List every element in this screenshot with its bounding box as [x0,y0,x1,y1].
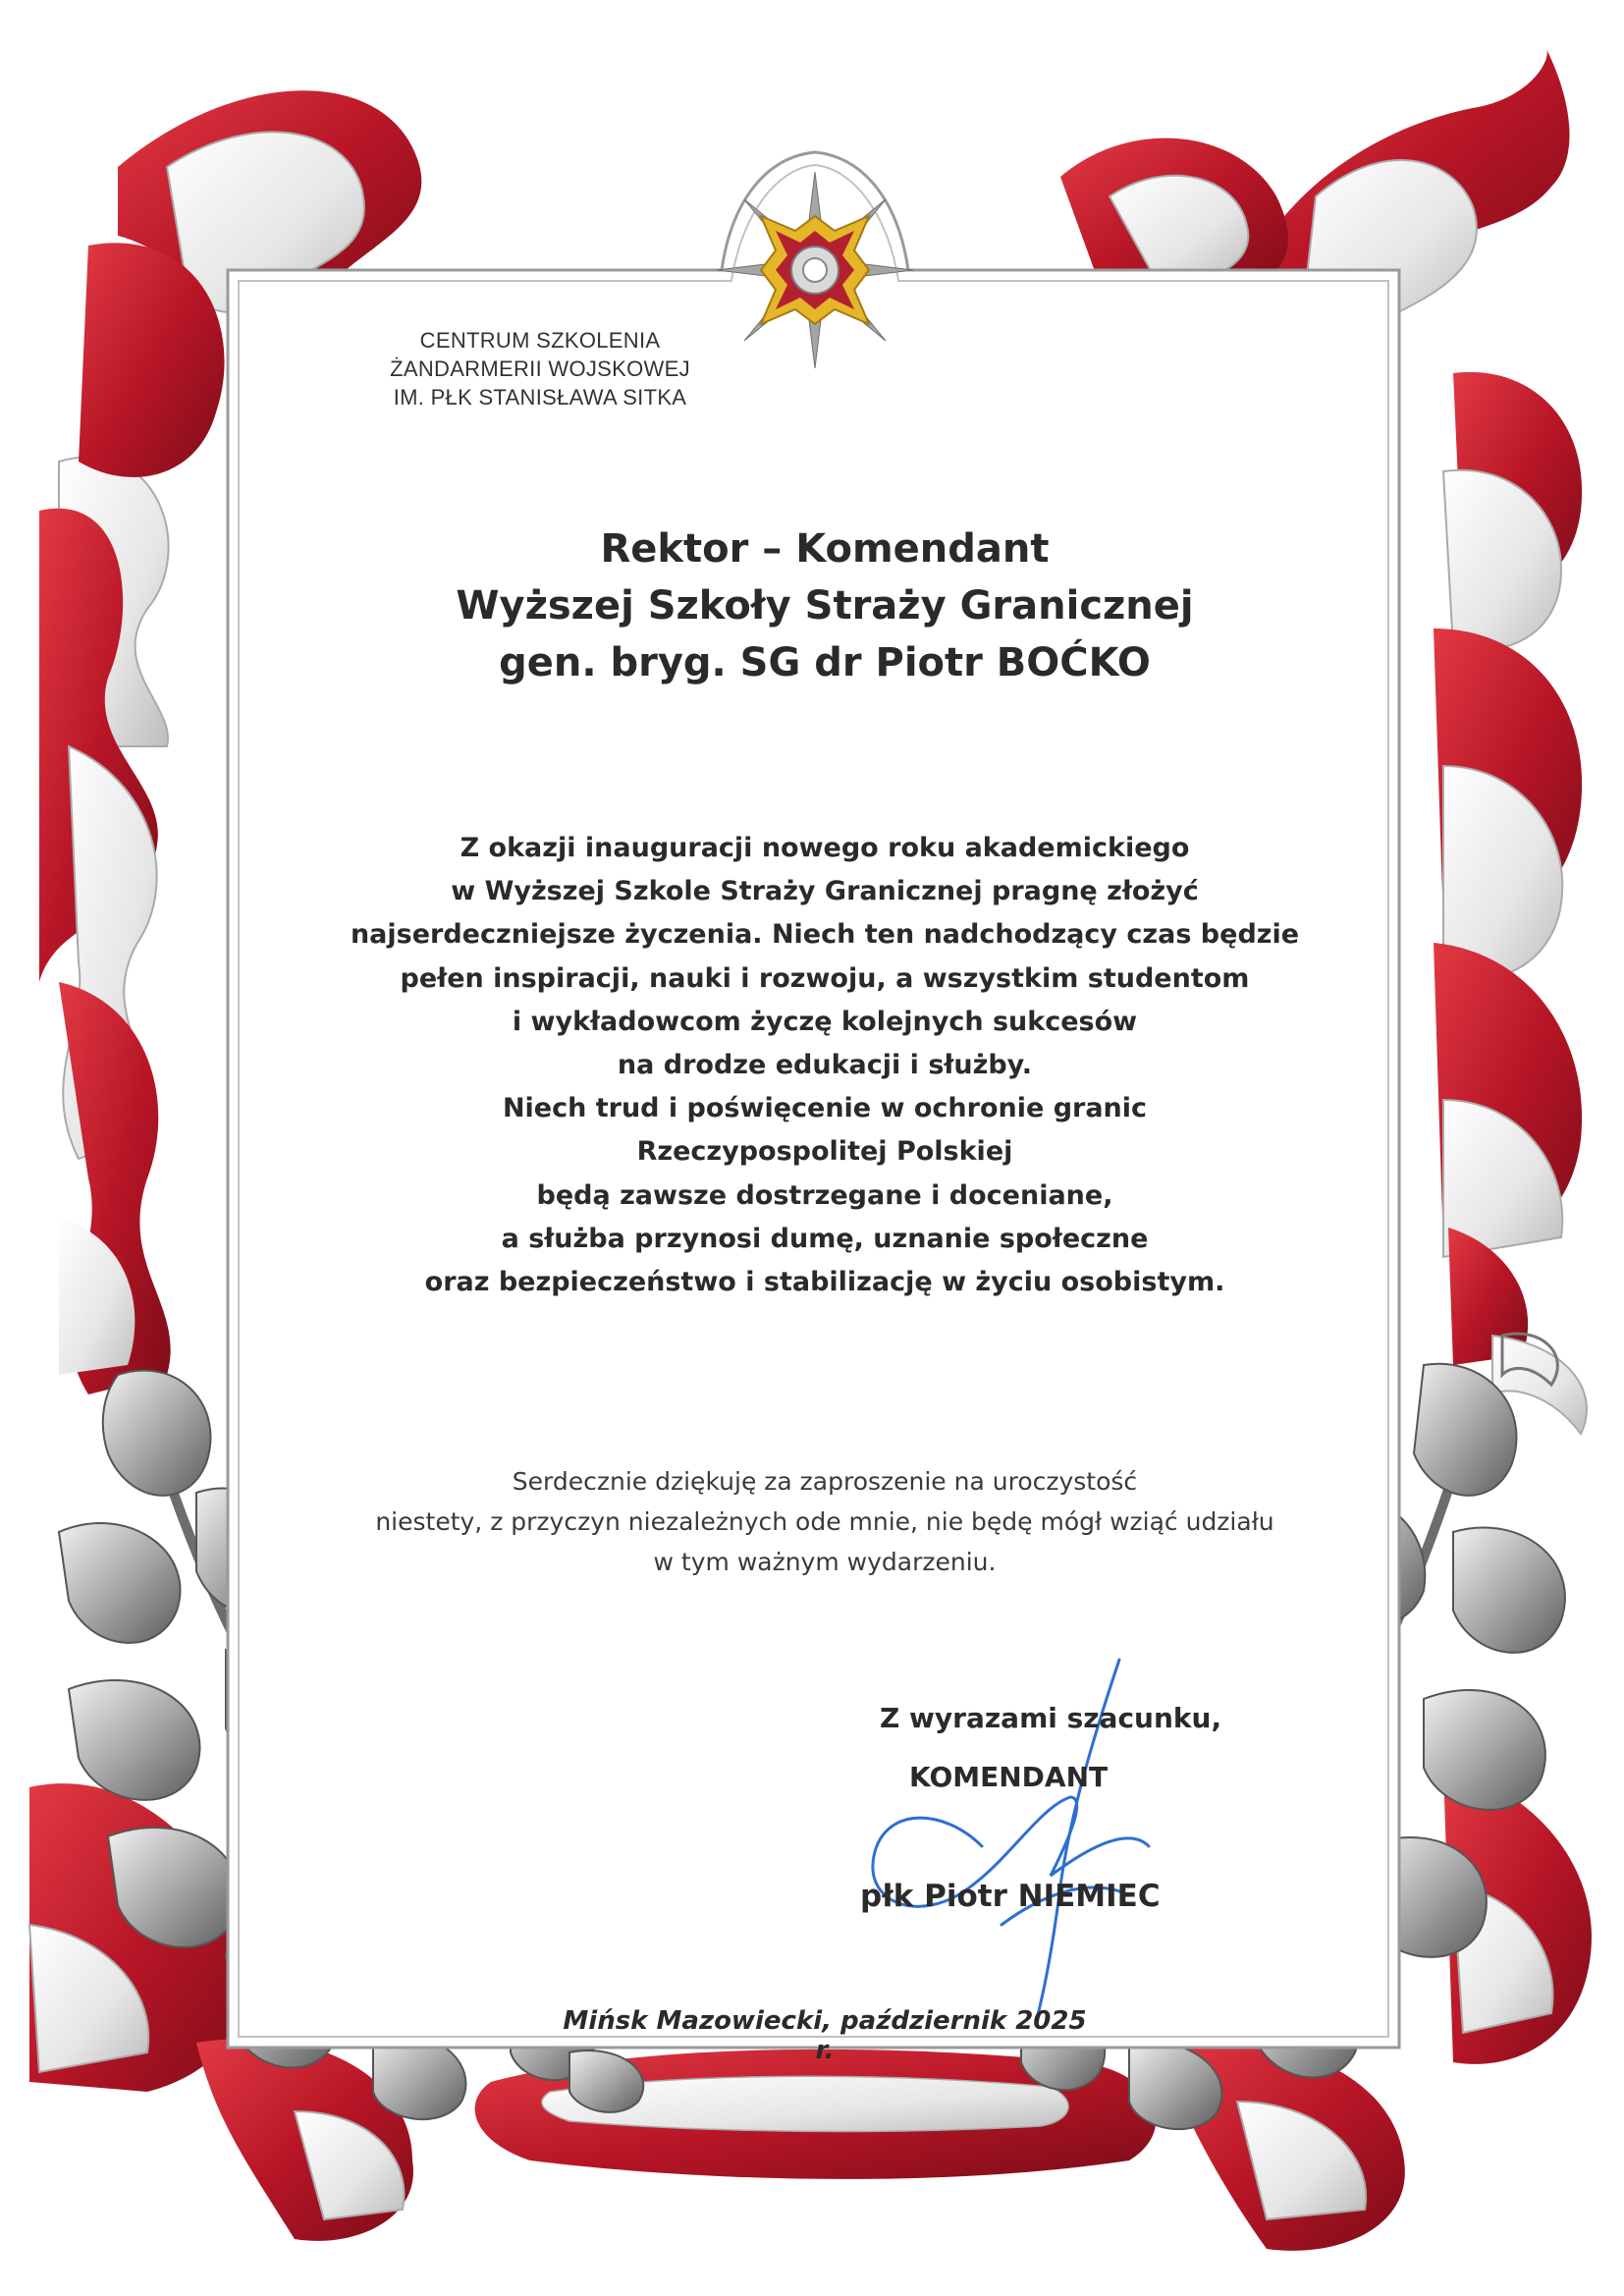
body-line: Z okazji inauguracji nowego roku akademickiego [460,833,1190,863]
closing-title: KOMENDANT [909,1761,1109,1793]
body-line: Niech trud i poświęcenie w ochronie granic [502,1093,1148,1124]
recipient-name: gen. bryg. SG dr Piotr BOĆKO [499,640,1151,685]
body-line: a służba przynosi dumę, uznanie społeczne [501,1223,1149,1254]
body-line: pełen inspiracji, nauki i rozwoju, a wszystkim studentom [400,962,1250,994]
military-police-star-emblem [717,172,913,368]
thanks-line: w tym ważnym wydarzeniu. [653,1548,997,1576]
body-line: najserdeczniejsze życzenia. Niech ten nadchodzący czas będzie [350,919,1300,951]
recipient-school: Wyższej Szkoły Straży Granicznej [456,583,1194,629]
place-and-date: Mińsk Mazowiecki, październik 2025 r. [563,2006,1087,2065]
greeting-body [280,827,1370,1304]
institution-name [373,326,707,411]
body-line: w Wyższej Szkole Straży Granicznej pragnę złożyć [451,876,1199,907]
thanks-paragraph [295,1461,1355,1582]
signatory-name: płk Piotr NIEMIEC [860,1879,1161,1914]
body-line: na drodze edukacji i służby. [617,1050,1033,1081]
thanks-line: niestety, z przyczyn niezależnych ode mnie, nie będę mógł wziąć udziału [375,1507,1274,1536]
institution-line: CENTRUM SZKOLENIA [419,328,661,353]
thanks-line: Serdecznie dziękuję za zaproszenie na uroczystość [512,1467,1138,1496]
closing-regards: Z wyrazami szacunku, [880,1702,1222,1734]
body-line: Rzeczypospolitej Polskiej [636,1136,1013,1168]
body-line: i wykładowcom życzę kolejnych sukcesów [512,1006,1138,1037]
recipient-heading [295,520,1355,691]
institution-line: IM. PŁK STANISŁAWA SITKA [393,385,687,410]
body-line: będą zawsze dostrzegane i doceniane, [536,1179,1113,1211]
recipient-title: Rektor – Komendant [600,526,1050,572]
institution-line: ŻANDARMERII WOJSKOWEJ [390,356,690,381]
body-line: oraz bezpieczeństwo i stabilizację w życiu osobistym. [424,1267,1225,1298]
